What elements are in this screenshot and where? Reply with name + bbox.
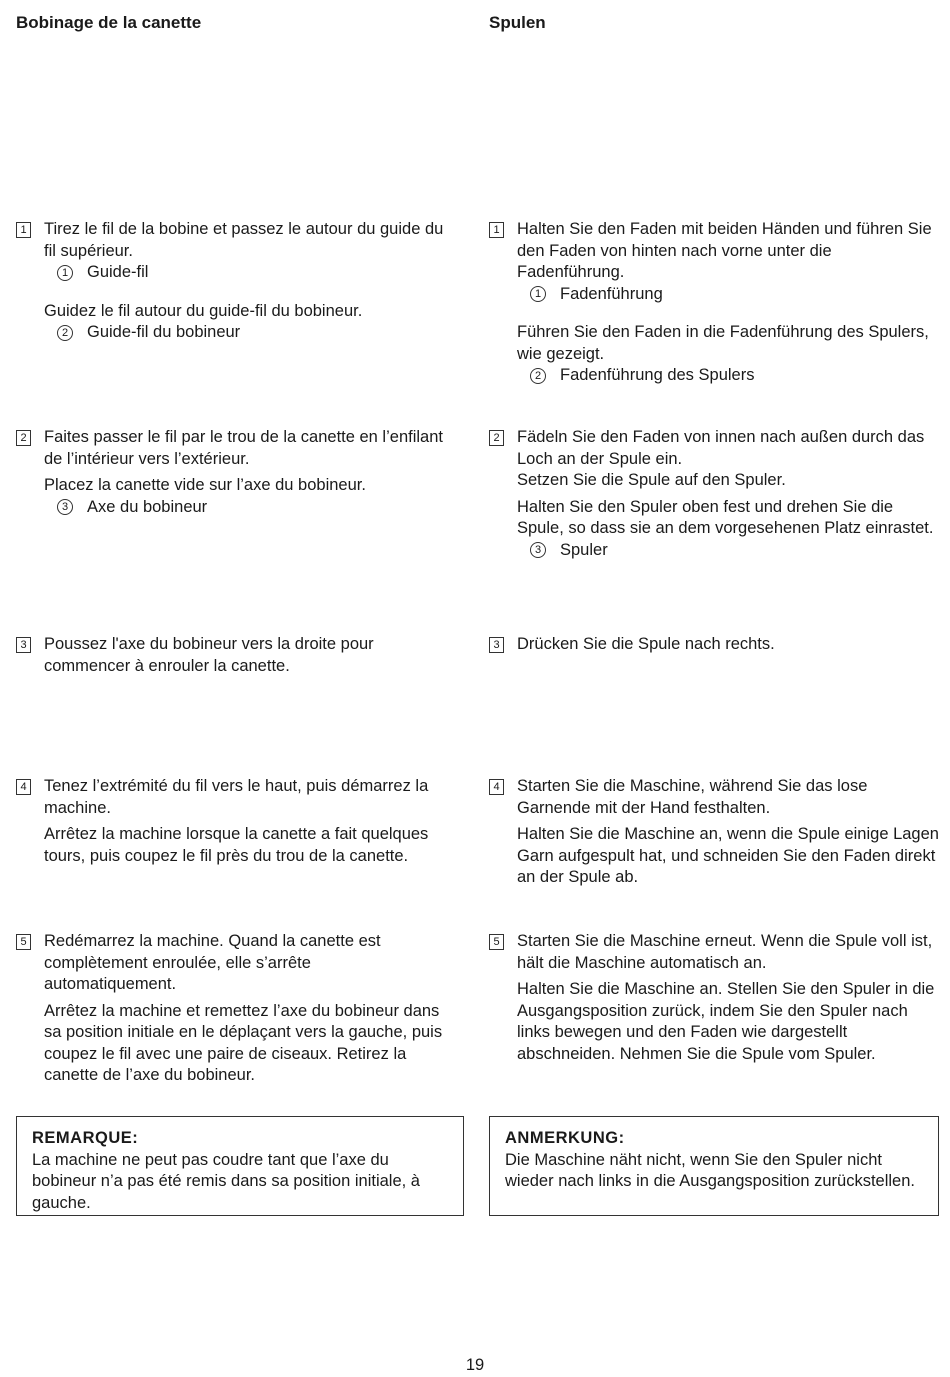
step-text: Poussez l'axe du bobineur vers la droite pour commencer à enrouler la canette. xyxy=(44,635,374,675)
step-text: Halten Sie den Faden mit beiden Händen und führen Sie den Faden von hinten nach vorne unter die Fadenführung. xyxy=(517,220,932,281)
step-text: Halten Sie den Spuler oben fest und drehen Sie die Spule, so dass sie an dem vorgesehenen Platz einrastet. xyxy=(517,497,934,537)
step-text: Führen Sie den Faden in die Fadenführung des Spulers, wie gezeigt. xyxy=(517,323,929,363)
step-text: Placez la canette vide sur l’axe du bobineur. xyxy=(44,476,366,494)
part-label xyxy=(530,365,939,387)
german-column xyxy=(489,0,939,1376)
note-text: La machine ne peut pas coudre tant que l’axe du bobineur n’a pas été remis dans sa position initiale, à gauche. xyxy=(32,1150,420,1212)
step-number: 3 xyxy=(16,637,31,653)
step-1-french xyxy=(16,219,456,344)
step-3-german xyxy=(489,634,939,656)
note-text: Die Maschine näht nicht, wenn Sie den Spuler nicht wieder nach links in die Ausgangsposition zurückstellen. xyxy=(505,1150,915,1190)
section-heading-german: Spulen xyxy=(489,13,546,32)
step-number: 4 xyxy=(489,779,504,795)
part-label xyxy=(57,497,456,519)
step-number: 1 xyxy=(489,222,504,238)
french-column xyxy=(16,0,456,1376)
part-number: 2 xyxy=(530,368,546,384)
part-name: Spuler xyxy=(560,540,608,559)
step-1-german xyxy=(489,219,939,387)
step-3-french xyxy=(16,634,456,677)
section-heading-french: Bobinage de la canette xyxy=(16,13,202,32)
step-text: Redémarrez la machine. Quand la canette est complètement enroulée, elle s’arrête automatiquement. xyxy=(44,932,381,993)
part-number: 3 xyxy=(57,499,73,515)
step-text: Tirez le fil de la bobine et passez le autour du guide du fil supérieur. xyxy=(44,220,444,260)
part-name: Fadenführung xyxy=(560,284,663,303)
step-text: Fädeln Sie den Faden von innen nach außen durch das Loch an der Spule ein. xyxy=(517,428,925,468)
step-text: Setzen Sie die Spule auf den Spuler. xyxy=(517,471,786,489)
part-number: 2 xyxy=(57,325,73,341)
part-name: Guide-fil du bobineur xyxy=(87,323,241,341)
part-label xyxy=(530,284,939,306)
step-text: Arrêtez la machine lorsque la canette a fait quelques tours, puis coupez le fil près du trou de la canette. xyxy=(44,825,429,865)
step-number: 1 xyxy=(16,222,31,238)
step-text: Guidez le fil autour du guide-fil du bobineur. xyxy=(44,301,363,320)
part-number: 1 xyxy=(530,286,546,302)
part-number: 1 xyxy=(57,265,73,281)
step-5-french xyxy=(16,931,456,1087)
step-text: Faites passer le fil par le trou de la canette en l’enfilant de l’intérieur vers l’extérieur. xyxy=(44,428,443,468)
step-text: Starten Sie die Maschine erneut. Wenn die Spule voll ist, hält die Maschine automatisch an. xyxy=(517,932,933,972)
note-box-german xyxy=(489,1116,939,1216)
part-label xyxy=(530,540,939,562)
step-text: Tenez l’extrémité du fil vers le haut, puis démarrez la machine. xyxy=(44,777,429,817)
step-text: Halten Sie die Maschine an, wenn die Spule einige Lagen Garn aufgespult hat, und schneiden Sie den Faden direkt an der Spule ab. xyxy=(517,825,939,886)
step-text: Starten Sie die Maschine, während Sie das lose Garnende mit der Hand festhalten. xyxy=(517,777,868,817)
part-name: Fadenführung des Spulers xyxy=(560,366,755,384)
step-number: 3 xyxy=(489,637,504,653)
part-name: Axe du bobineur xyxy=(87,497,208,516)
note-title: REMARQUE: xyxy=(32,1129,139,1147)
page-number: 19 xyxy=(465,1356,485,1374)
note-title: ANMERKUNG: xyxy=(505,1129,625,1147)
step-4-french xyxy=(16,776,456,867)
step-text: Halten Sie die Maschine an. Stellen Sie den Spuler in die Ausgangsposition zurück, indem Sie den Spuler nach links bewegen und den Faden wie dargestellt abschneiden. Nehmen Sie die Spule vom Spuler. xyxy=(517,980,935,1063)
part-label xyxy=(57,262,456,284)
step-5-german xyxy=(489,931,939,1065)
step-number: 2 xyxy=(489,430,504,446)
step-2-german xyxy=(489,427,939,561)
part-label xyxy=(57,322,456,344)
step-number: 5 xyxy=(16,934,31,950)
step-2-french xyxy=(16,427,456,518)
step-text: Arrêtez la machine et remettez l’axe du bobineur dans sa position initiale en le déplaçant vers la gauche, puis coupez le fil avec une paire de ciseaux. Retirez la canette de l’axe du bobineur. xyxy=(44,1001,443,1084)
step-4-german xyxy=(489,776,939,889)
step-number: 5 xyxy=(489,934,504,950)
step-text: Drücken Sie die Spule nach rechts. xyxy=(517,635,775,653)
note-box-french xyxy=(16,1116,464,1216)
part-number: 3 xyxy=(530,542,546,558)
step-number: 2 xyxy=(16,430,31,446)
step-number: 4 xyxy=(16,779,31,795)
part-name: Guide-fil xyxy=(87,263,149,281)
